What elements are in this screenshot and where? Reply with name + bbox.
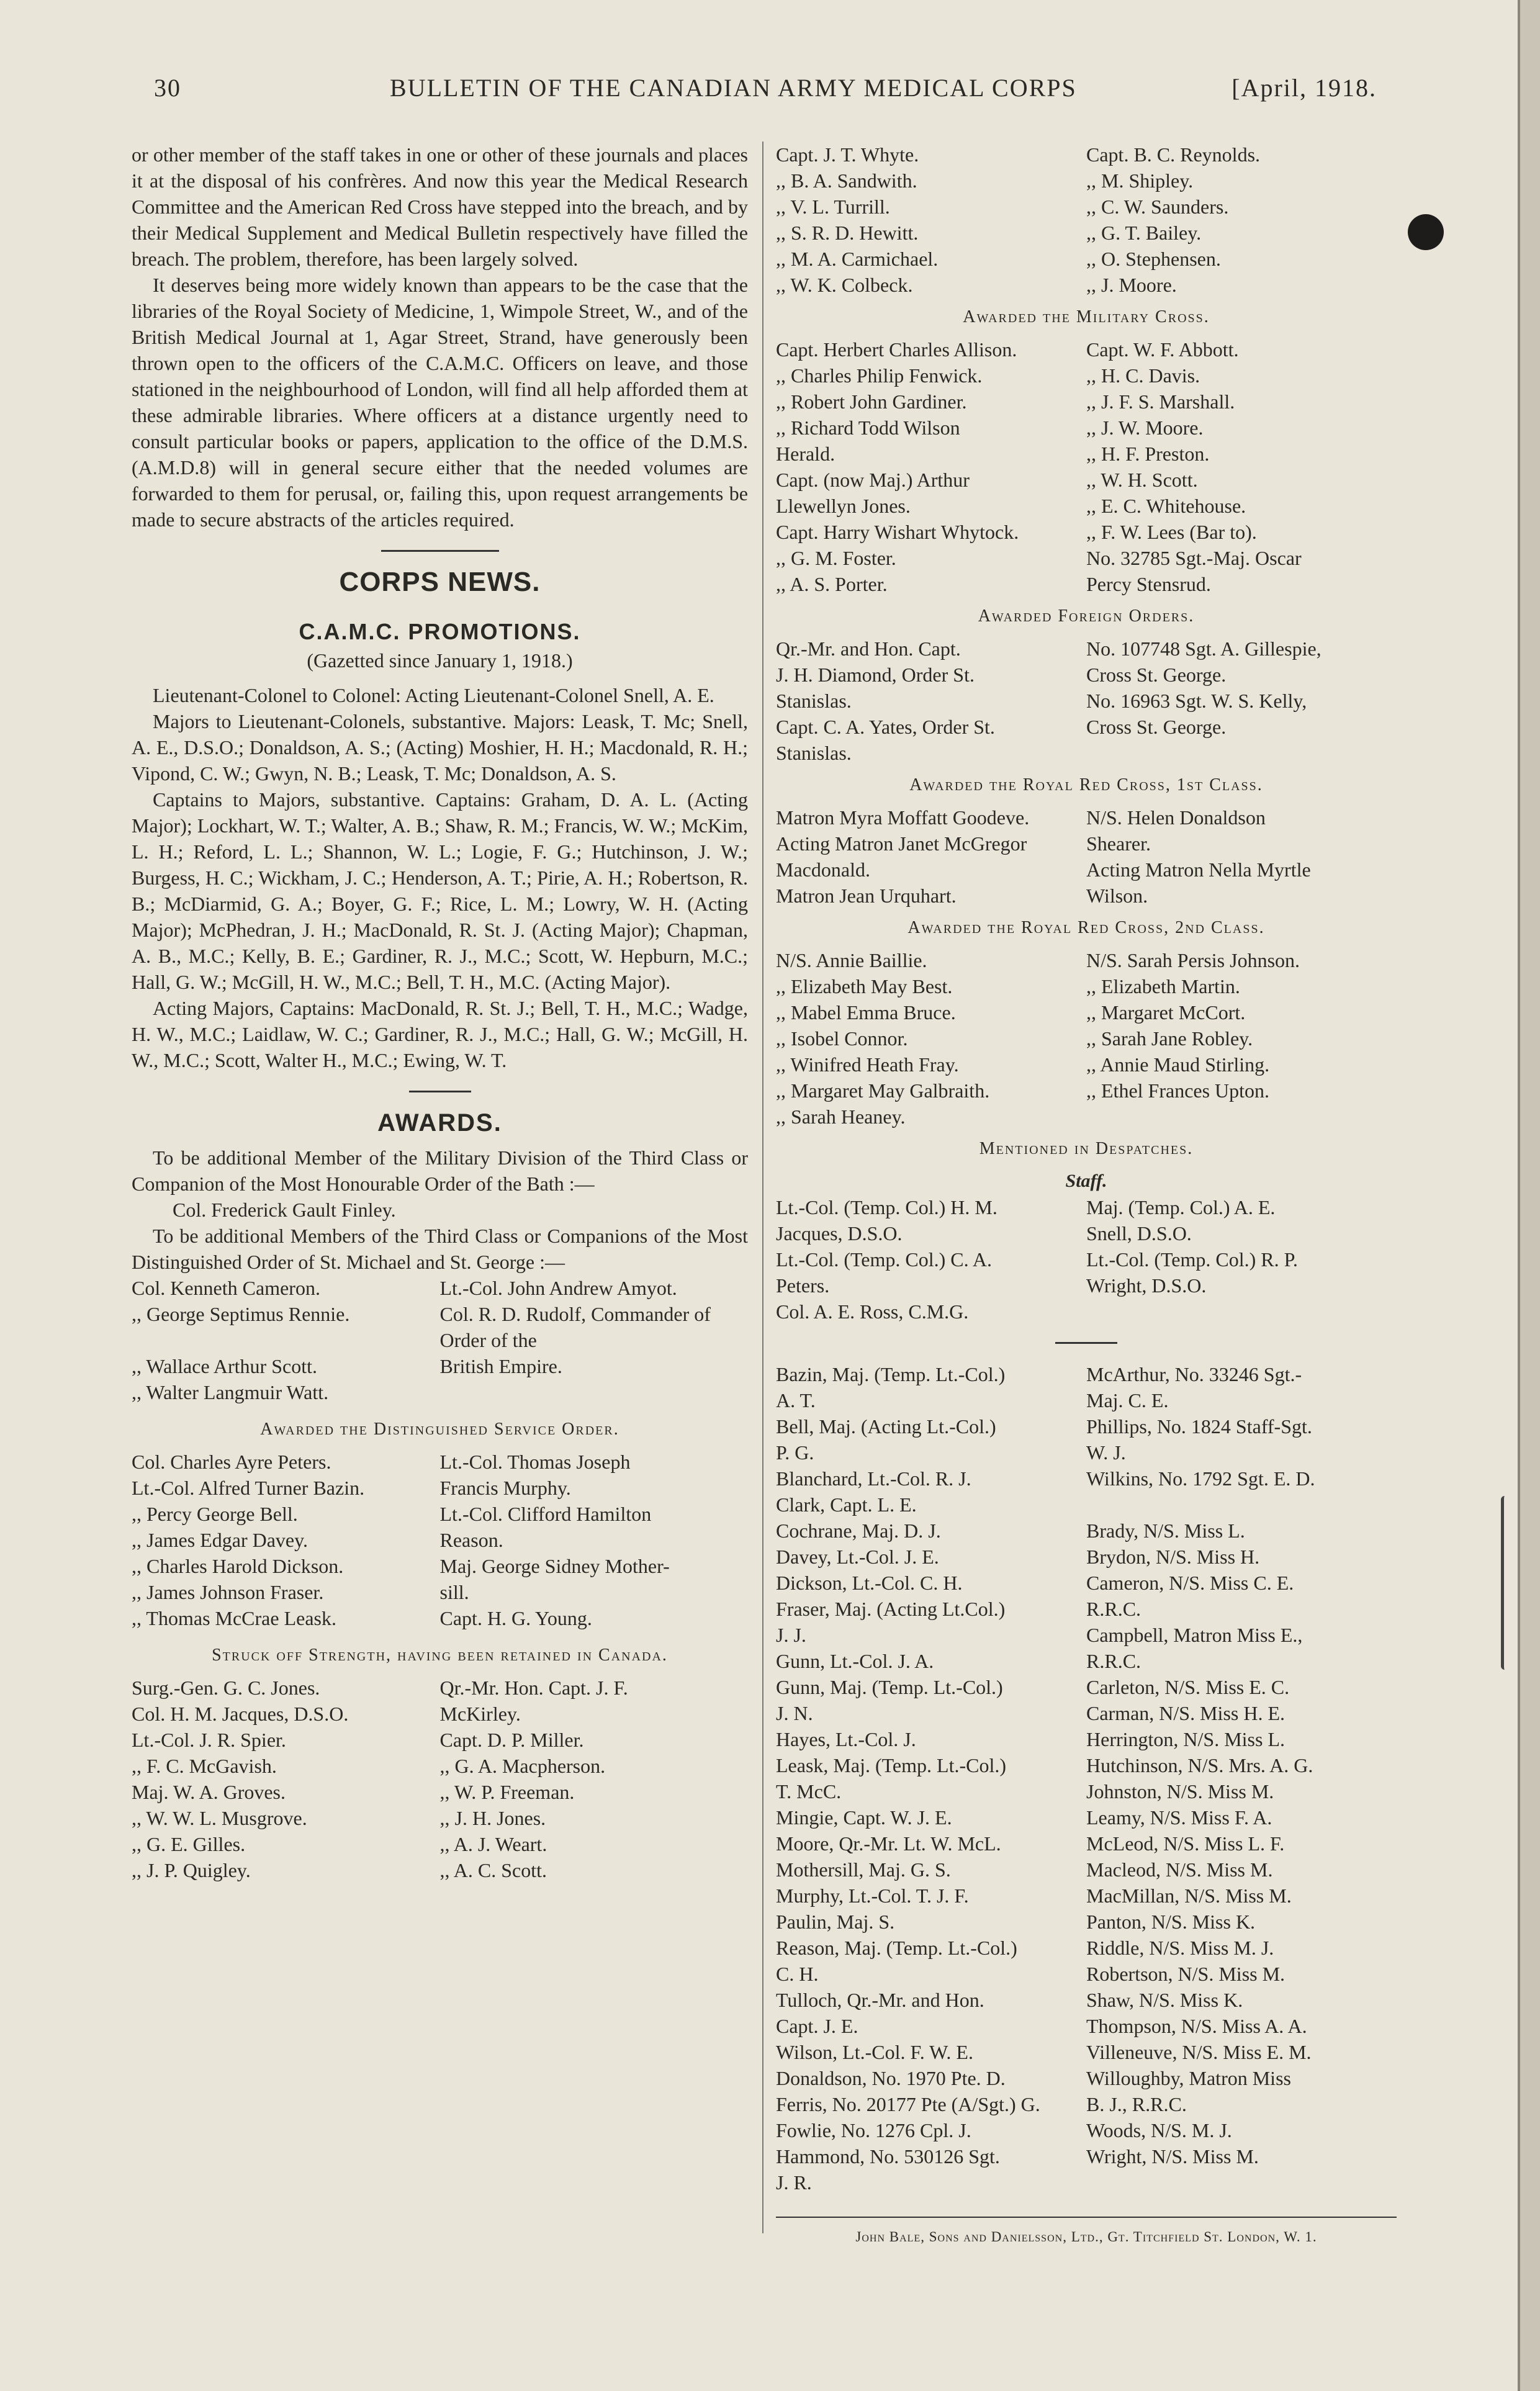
list-item: ,, J. H. Jones.: [439, 1807, 546, 1829]
list-item: Wilkins, No. 1792 Sgt. E. D.: [1086, 1467, 1315, 1490]
bath-recipient: Col. Frederick Gault Finley.: [173, 1199, 396, 1221]
list-item: Capt. D. P. Miller.: [439, 1729, 584, 1751]
list-item: Maj. (Temp. Col.) A. E.: [1086, 1196, 1276, 1218]
list-item: ,, Walter Langmuir Watt.: [132, 1381, 329, 1403]
list-item: No. 16963 Sgt. W. S. Kelly,: [1086, 690, 1307, 712]
section-separator: [1055, 1342, 1117, 1344]
intro-paragraph: or other member of the staff takes in one or other of these journals and places it at the disposal of his confrères. And now this year the Medical Research Committee and the American Red Cross have stepped into the breach, and by their Medical Supplement and Medical Bulletin respectively have filled the breach. The problem, therefore, has been largely solved.: [132, 143, 748, 270]
list-item: Francis Murphy.: [439, 1477, 571, 1499]
mentioned-list: [776, 1361, 1397, 2195]
list-item: Maj. C. E.: [1086, 1389, 1169, 1412]
journal-title: BULLETIN OF THE CANADIAN ARMY MEDICAL CORPS: [390, 74, 1077, 102]
list-item: Panton, N/S. Miss K.: [1086, 1911, 1256, 1933]
list-item: B. J., R.R.C.: [1086, 2093, 1187, 2115]
list-item: Hammond, No. 530126 Sgt.: [776, 2145, 1000, 2168]
list-item: Reason, Maj. (Temp. Lt.-Col.): [776, 1937, 1017, 1959]
list-item: Davey, Lt.-Col. J. E.: [776, 1546, 939, 1568]
list-item: Capt. Harry Wishart Whytock.: [776, 521, 1019, 543]
section-separator: [409, 1091, 471, 1092]
intro-paragraph: It deserves being more widely known than appears to be the case that the libraries of the Royal Society of Medicine, 1, Wimpole Street, W., and of the British Medical Journal at 1, Agar Street, Strand, have generously been thrown open to the officers of the C.A.M.C. Officers on leave, and those stationed in the neighbourhood of London, will find all help afforded them at these admirable libraries. Where officers at a distance urgently need to consult particular books or papers, application to the office of the D.M.S. (A.M.D.8) will in general secure either that the needed volumes are forwarded to them for perusal, or, failing this, upon request arrangements be made to secure abstracts of the articles required.: [132, 274, 748, 531]
list-item: Campbell, Matron Miss E.,: [1086, 1624, 1303, 1646]
rrc-second-class-list: [776, 947, 1397, 1130]
list-item: Carman, N/S. Miss H. E.: [1086, 1702, 1285, 1724]
list-item: Donaldson, No. 1970 Pte. D.: [776, 2067, 1006, 2089]
list-item: Capt. H. G. Young.: [439, 1607, 592, 1629]
list-item: McKirley.: [439, 1703, 521, 1725]
list-item: ,, A. C. Scott.: [439, 1859, 547, 1881]
list-item: Matron Jean Urquhart.: [776, 885, 957, 907]
list-item: ,, H. F. Preston.: [1086, 443, 1210, 465]
list-item: Acting Matron Nella Myrtle: [1086, 858, 1311, 881]
column-divider: [762, 142, 763, 2233]
promotion-paragraph: Lieutenant-Colonel to Colonel: Acting Lieutenant-Colonel Snell, A. E.: [153, 684, 714, 706]
list-item: Herald.: [776, 443, 835, 465]
list-item: ,, A. S. Porter.: [776, 573, 888, 595]
list-item: J. H. Diamond, Order St.: [776, 664, 975, 686]
list-item: Maj. George Sidney Mother-: [439, 1555, 670, 1577]
list-item: MacMillan, N/S. Miss M.: [1086, 1884, 1292, 1907]
page-number: 30: [154, 74, 181, 102]
list-item: R.R.C.: [1086, 1650, 1141, 1672]
list-item: Clark, Capt. L. E.: [776, 1493, 917, 1516]
list-item: Bell, Maj. (Acting Lt.-Col.): [776, 1415, 996, 1438]
military-cross-heading: Awarded the Military Cross.: [963, 307, 1210, 326]
list-item: Lt.-Col. Thomas Joseph: [439, 1451, 631, 1473]
list-item: ,, S. R. D. Hewitt.: [776, 222, 919, 244]
list-item: [1086, 740, 1397, 766]
list-item: Capt. Herbert Charles Allison.: [776, 338, 1017, 361]
list-item: Mothersill, Maj. G. S.: [776, 1858, 951, 1881]
list-item: Stanislas.: [776, 742, 852, 764]
list-item: Leamy, N/S. Miss F. A.: [1086, 1806, 1272, 1829]
list-item: Villeneuve, N/S. Miss E. M.: [1086, 2041, 1312, 2063]
issue-date: [April, 1918.: [1232, 74, 1377, 102]
list-item: Fraser, Maj. (Acting Lt.Col.): [776, 1598, 1006, 1620]
list-item: P. G.: [776, 1441, 814, 1464]
list-item: ,, F. C. McGavish.: [132, 1755, 277, 1777]
list-item: Murphy, Lt.-Col. T. J. F.: [776, 1884, 969, 1907]
list-item: Bazin, Maj. (Temp. Lt.-Col.): [776, 1363, 1006, 1385]
list-item: Capt. W. F. Abbott.: [1086, 338, 1239, 361]
list-item: Dickson, Lt.-Col. C. H.: [776, 1572, 963, 1594]
list-item: J. R.: [776, 2171, 812, 2194]
list-item: No. 107748 Sgt. A. Gillespie,: [1086, 637, 1322, 660]
list-item: No. 32785 Sgt.-Maj. Oscar: [1086, 547, 1302, 569]
list-item: Paulin, Maj. S.: [776, 1911, 895, 1933]
list-item: Qr.-Mr. Hon. Capt. J. F.: [439, 1677, 628, 1699]
list-item: [1086, 1299, 1397, 1325]
list-item: N/S. Annie Baillie.: [776, 949, 927, 971]
list-item: ,, O. Stephensen.: [1086, 248, 1221, 270]
stmichael-intro: To be additional Members of the Third Class or Companions of the Most Distinguished Order of St. Michael and St. George :—: [132, 1225, 748, 1273]
list-item: ,, W. P. Freeman.: [439, 1781, 575, 1803]
list-item: ,, W. K. Colbeck.: [776, 274, 913, 296]
list-item: ,, A. J. Weart.: [439, 1833, 547, 1855]
list-item: Herrington, N/S. Miss L.: [1086, 1728, 1285, 1750]
right-column: [776, 142, 1397, 2250]
list-item: ,, Ethel Frances Upton.: [1086, 1079, 1270, 1102]
foreign-orders-list: [776, 636, 1397, 766]
list-item: Blanchard, Lt.-Col. R. J.: [776, 1467, 971, 1490]
list-item: Robertson, N/S. Miss M.: [1086, 1963, 1286, 1985]
left-column: [132, 142, 748, 1883]
list-item: Reason.: [439, 1529, 503, 1551]
list-item: ,, Sarah Jane Robley.: [1086, 1027, 1253, 1050]
list-item: Gunn, Lt.-Col. J. A.: [776, 1650, 934, 1672]
list-item: Moore, Qr.-Mr. Lt. W. McL.: [776, 1832, 1001, 1855]
list-item: Shaw, N/S. Miss K.: [1086, 1989, 1243, 2011]
list-item: ,, Wallace Arthur Scott.: [132, 1355, 317, 1377]
list-item: Maj. W. A. Groves.: [132, 1781, 286, 1803]
despatches-heading: Mentioned in Despatches.: [979, 1139, 1194, 1158]
list-item: ,, Isobel Connor.: [776, 1027, 908, 1050]
list-item: ,, J. F. S. Marshall.: [1086, 390, 1235, 413]
list-item: ,, W. H. Scott.: [1086, 469, 1198, 491]
foreign-orders-heading: Awarded Foreign Orders.: [978, 606, 1195, 626]
rrc-second-class-heading: Awarded the Royal Red Cross, 2nd Class.: [907, 918, 1265, 937]
list-item: Col. A. E. Ross, C.M.G.: [776, 1300, 969, 1323]
list-item: ,, M. Shipley.: [1086, 169, 1194, 192]
promotion-paragraph: Captains to Majors, substantive. Captains: Graham, D. A. L. (Acting Major); Lockhart, W. T.; Walter, A. B.; Shaw, R. M.; Francis, W. W.; McKim, L. H.; Reford, L. L.; Shannon, W. L.; Logie, F. G.; Hutchinson, J. W.; Burgess, H. C.; Wickham, J. C.; Henderson, A. T.; Pirie, A. H.; Robertson, R. B.; McDiarmid, G. A.; Boyer, G. F.; Rice, L. M.; Lowry, W. H. (Acting Major); McPhedran, J. H.; MacDonald, R. St. J. (Acting Major); Chapman, A. B., M.C.; Kelly, B. E.; Gardiner, R. J., M.C.; Scott, W. Hepburn, M.C.; Hall, G. W.; McGill, H. W., M.C.; Bell, T. H., M.C. (Acting Major).: [132, 788, 748, 993]
list-item: Phillips, No. 1824 Staff-Sgt.: [1086, 1415, 1312, 1438]
list-item: [440, 1379, 749, 1405]
list-item: ,, M. A. Carmichael.: [776, 248, 939, 270]
bath-intro: To be additional Member of the Military Division of the Third Class or Companion of the Most Honourable Order of the Bath :—: [132, 1146, 748, 1195]
list-item: ,, H. C. Davis.: [1086, 364, 1200, 387]
list-item: Mingie, Capt. W. J. E.: [776, 1806, 952, 1829]
list-item: McArthur, No. 33246 Sgt.-: [1086, 1363, 1302, 1385]
list-item: Cochrane, Maj. D. J.: [776, 1520, 941, 1542]
punch-hole: [1408, 214, 1444, 250]
list-item: Willoughby, Matron Miss: [1086, 2067, 1291, 2089]
list-item: Shearer.: [1086, 832, 1151, 855]
stmichael-list: [132, 1275, 748, 1405]
list-item: C. H.: [776, 1963, 819, 1985]
list-item: ,, C. W. Saunders.: [1086, 196, 1229, 218]
list-item: Percy Stensrud.: [1086, 573, 1211, 595]
list-item: ,, James Johnson Fraser.: [132, 1581, 324, 1603]
list-item: Gunn, Maj. (Temp. Lt.-Col.): [776, 1676, 1003, 1698]
list-item: Tulloch, Qr.-Mr. and Hon.: [776, 1989, 984, 2011]
awards-heading: AWARDS.: [377, 1109, 502, 1137]
list-item: Lt.-Col. (Temp. Col.) C. A.: [776, 1248, 992, 1271]
list-item: R.R.C.: [1086, 1598, 1141, 1620]
list-item: Capt. (now Maj.) Arthur: [776, 469, 970, 491]
list-item: Matron Myra Moffatt Goodeve.: [776, 806, 1030, 829]
list-item: N/S. Helen Donaldson: [1086, 806, 1266, 829]
capt-list: [776, 142, 1397, 298]
list-item: Lt.-Col. (Temp. Col.) H. M.: [776, 1196, 997, 1218]
list-item: ,, James Edgar Davey.: [132, 1529, 308, 1551]
list-item: ,, Thomas McCrae Leask.: [132, 1607, 336, 1629]
list-item: T. McC.: [776, 1780, 842, 1803]
struck-off-heading: Struck off Strength, having been retained in Canada.: [212, 1646, 668, 1665]
list-item: Ferris, No. 20177 Pte (A/Sgt.) G.: [776, 2093, 1040, 2115]
list-item: ,, Robert John Gardiner.: [776, 390, 967, 413]
list-item: Snell, D.S.O.: [1086, 1222, 1192, 1245]
list-item: Johnston, N/S. Miss M.: [1086, 1780, 1274, 1803]
promotion-paragraph: Majors to Lieutenant-Colonels, substantive. Majors: Leask, T. Mc; Snell, A. E., D.S.O.; Donaldson, A. S.; (Acting) Moshier, H. H.; Macdonald, R. H.; Vipond, C. W.; Gwyn, N. B.; Leask, T. Mc; Donaldson, A. S.: [132, 710, 748, 785]
list-item: Woods, N/S. M. J.: [1086, 2119, 1232, 2141]
staff-heading: Staff.: [1065, 1171, 1107, 1191]
list-item: Wilson.: [1086, 885, 1148, 907]
list-item: Macleod, N/S. Miss M.: [1086, 1858, 1273, 1881]
list-item: Jacques, D.S.O.: [776, 1222, 903, 1245]
list-item: ,, J. Moore.: [1086, 274, 1177, 296]
list-item: Acting Matron Janet McGregor: [776, 832, 1027, 855]
list-item: Brydon, N/S. Miss H.: [1086, 1546, 1260, 1568]
list-item: Capt. B. C. Reynolds.: [1086, 143, 1261, 166]
list-item: Riddle, N/S. Miss M. J.: [1086, 1937, 1274, 1959]
list-item: Cameron, N/S. Miss C. E.: [1086, 1572, 1294, 1594]
list-item: Lt.-Col. J. R. Spier.: [132, 1729, 286, 1751]
corps-news-heading: CORPS NEWS.: [339, 567, 541, 597]
list-item: Leask, Maj. (Temp. Lt.-Col.): [776, 1754, 1006, 1776]
list-item: ,, Elizabeth May Best.: [776, 975, 953, 997]
list-item: ,, Elizabeth Martin.: [1086, 975, 1240, 997]
list-item: Capt. J. T. Whyte.: [776, 143, 919, 166]
list-item: Capt. J. E.: [776, 2015, 858, 2037]
list-item: Lt.-Col. John Andrew Amyot.: [439, 1277, 677, 1299]
list-item: Lt.-Col. Alfred Turner Bazin.: [132, 1477, 365, 1499]
list-item: ,, V. L. Turrill.: [776, 196, 890, 218]
list-item: Peters.: [776, 1274, 830, 1297]
list-item: ,, J. P. Quigley.: [132, 1859, 251, 1881]
list-item: [1086, 2169, 1397, 2195]
list-item: ,, Richard Todd Wilson: [776, 417, 960, 439]
list-item: ,, Winifred Heath Fray.: [776, 1053, 959, 1076]
printer-imprint: John Bale, Sons and Danielsson, Ltd., Gt. Titchfield St. London, W. 1.: [776, 2217, 1397, 2250]
list-item: Col. Charles Ayre Peters.: [132, 1451, 331, 1473]
list-item: Lt.-Col. Clifford Hamilton: [439, 1503, 652, 1525]
list-item: ,, George Septimus Rennie.: [132, 1303, 350, 1325]
dso-list: [132, 1449, 748, 1631]
list-item: ,, W. W. L. Musgrove.: [132, 1807, 307, 1829]
rrc-first-class-list: [776, 804, 1397, 909]
list-item: Brady, N/S. Miss L.: [1086, 1520, 1245, 1542]
list-item: J. J.: [776, 1624, 806, 1646]
list-item: Surg.-Gen. G. C. Jones.: [132, 1677, 320, 1699]
list-item: ,, Charles Philip Fenwick.: [776, 364, 983, 387]
gazetted-note: (Gazetted since January 1, 1918.): [307, 649, 573, 672]
list-item: ,, Charles Harold Dickson.: [132, 1555, 344, 1577]
list-item: [1086, 1492, 1397, 1518]
rrc-first-class-heading: Awarded the Royal Red Cross, 1st Class.: [909, 775, 1263, 795]
list-item: Hayes, Lt.-Col. J.: [776, 1728, 916, 1750]
list-item: J. N.: [776, 1702, 813, 1724]
list-item: ,, G. M. Foster.: [776, 547, 896, 569]
list-item: Col. H. M. Jacques, D.S.O.: [132, 1703, 349, 1725]
list-item: Cross St. George.: [1086, 664, 1227, 686]
list-item: ,, E. C. Whitehouse.: [1086, 495, 1246, 517]
list-item: ,, F. W. Lees (Bar to).: [1086, 521, 1257, 543]
list-item: ,, G. A. Macpherson.: [439, 1755, 606, 1777]
list-item: A. T.: [776, 1389, 816, 1412]
list-item: Hutchinson, N/S. Mrs. A. G.: [1086, 1754, 1313, 1776]
list-item: Macdonald.: [776, 858, 870, 881]
list-item: sill.: [439, 1581, 469, 1603]
running-header: [154, 73, 1377, 110]
list-item: Wright, N/S. Miss M.: [1086, 2145, 1259, 2168]
promotion-paragraph: Acting Majors, Captains: MacDonald, R. St. J.; Bell, T. H., M.C.; Wadge, H. W., M.C.; Laidlaw, W. C.; Gardiner, R. J., M.C.; Hall, G. W.; McGill, H. W., M.C.; Scott, Walter H., M.C.; Ewing, W. T.: [132, 997, 748, 1071]
list-item: Stanislas.: [776, 690, 852, 712]
list-item: Llewellyn Jones.: [776, 495, 911, 517]
list-item: Qr.-Mr. and Hon. Capt.: [776, 637, 961, 660]
list-item: Fowlie, No. 1276 Cpl. J.: [776, 2119, 971, 2141]
list-item: ,, J. W. Moore.: [1086, 417, 1204, 439]
list-item: W. J.: [1086, 1441, 1126, 1464]
list-item: N/S. Sarah Persis Johnson.: [1086, 949, 1300, 971]
promotions-heading: C.A.M.C. PROMOTIONS.: [299, 619, 581, 644]
military-cross-list: [776, 336, 1397, 597]
list-item: Capt. C. A. Yates, Order St.: [776, 716, 995, 738]
list-item: ,, Percy George Bell.: [132, 1503, 298, 1525]
dso-heading: Awarded the Distinguished Service Order.: [260, 1420, 619, 1439]
page-edge: [1518, 0, 1540, 2391]
section-separator: [381, 550, 499, 552]
list-item: Lt.-Col. (Temp. Col.) R. P.: [1086, 1248, 1298, 1271]
list-item: [1086, 1104, 1397, 1130]
binding-clip: [1501, 1496, 1513, 1670]
list-item: ,, G. E. Gilles.: [132, 1833, 246, 1855]
list-item: ,, Annie Maud Stirling.: [1086, 1053, 1270, 1076]
list-item: Carleton, N/S. Miss E. C.: [1086, 1676, 1290, 1698]
list-item: ,, Mabel Emma Bruce.: [776, 1001, 956, 1024]
struck-off-list: [132, 1675, 748, 1883]
staff-list: [776, 1194, 1397, 1325]
list-item: Col. R. D. Rudolf, Commander of Order of the: [439, 1303, 711, 1351]
list-item: British Empire.: [439, 1355, 562, 1377]
list-item: Thompson, N/S. Miss A. A.: [1086, 2015, 1307, 2037]
list-item: McLeod, N/S. Miss L. F.: [1086, 1832, 1285, 1855]
list-item: ,, G. T. Bailey.: [1086, 222, 1202, 244]
list-item: Cross St. George.: [1086, 716, 1227, 738]
list-item: ,, Margaret McCort.: [1086, 1001, 1246, 1024]
list-item: ,, Margaret May Galbraith.: [776, 1079, 990, 1102]
list-item: Wilson, Lt.-Col. F. W. E.: [776, 2041, 973, 2063]
list-item: Col. Kenneth Cameron.: [132, 1277, 320, 1299]
list-item: ,, B. A. Sandwith.: [776, 169, 917, 192]
list-item: ,, Sarah Heaney.: [776, 1105, 906, 1128]
list-item: Wright, D.S.O.: [1086, 1274, 1207, 1297]
